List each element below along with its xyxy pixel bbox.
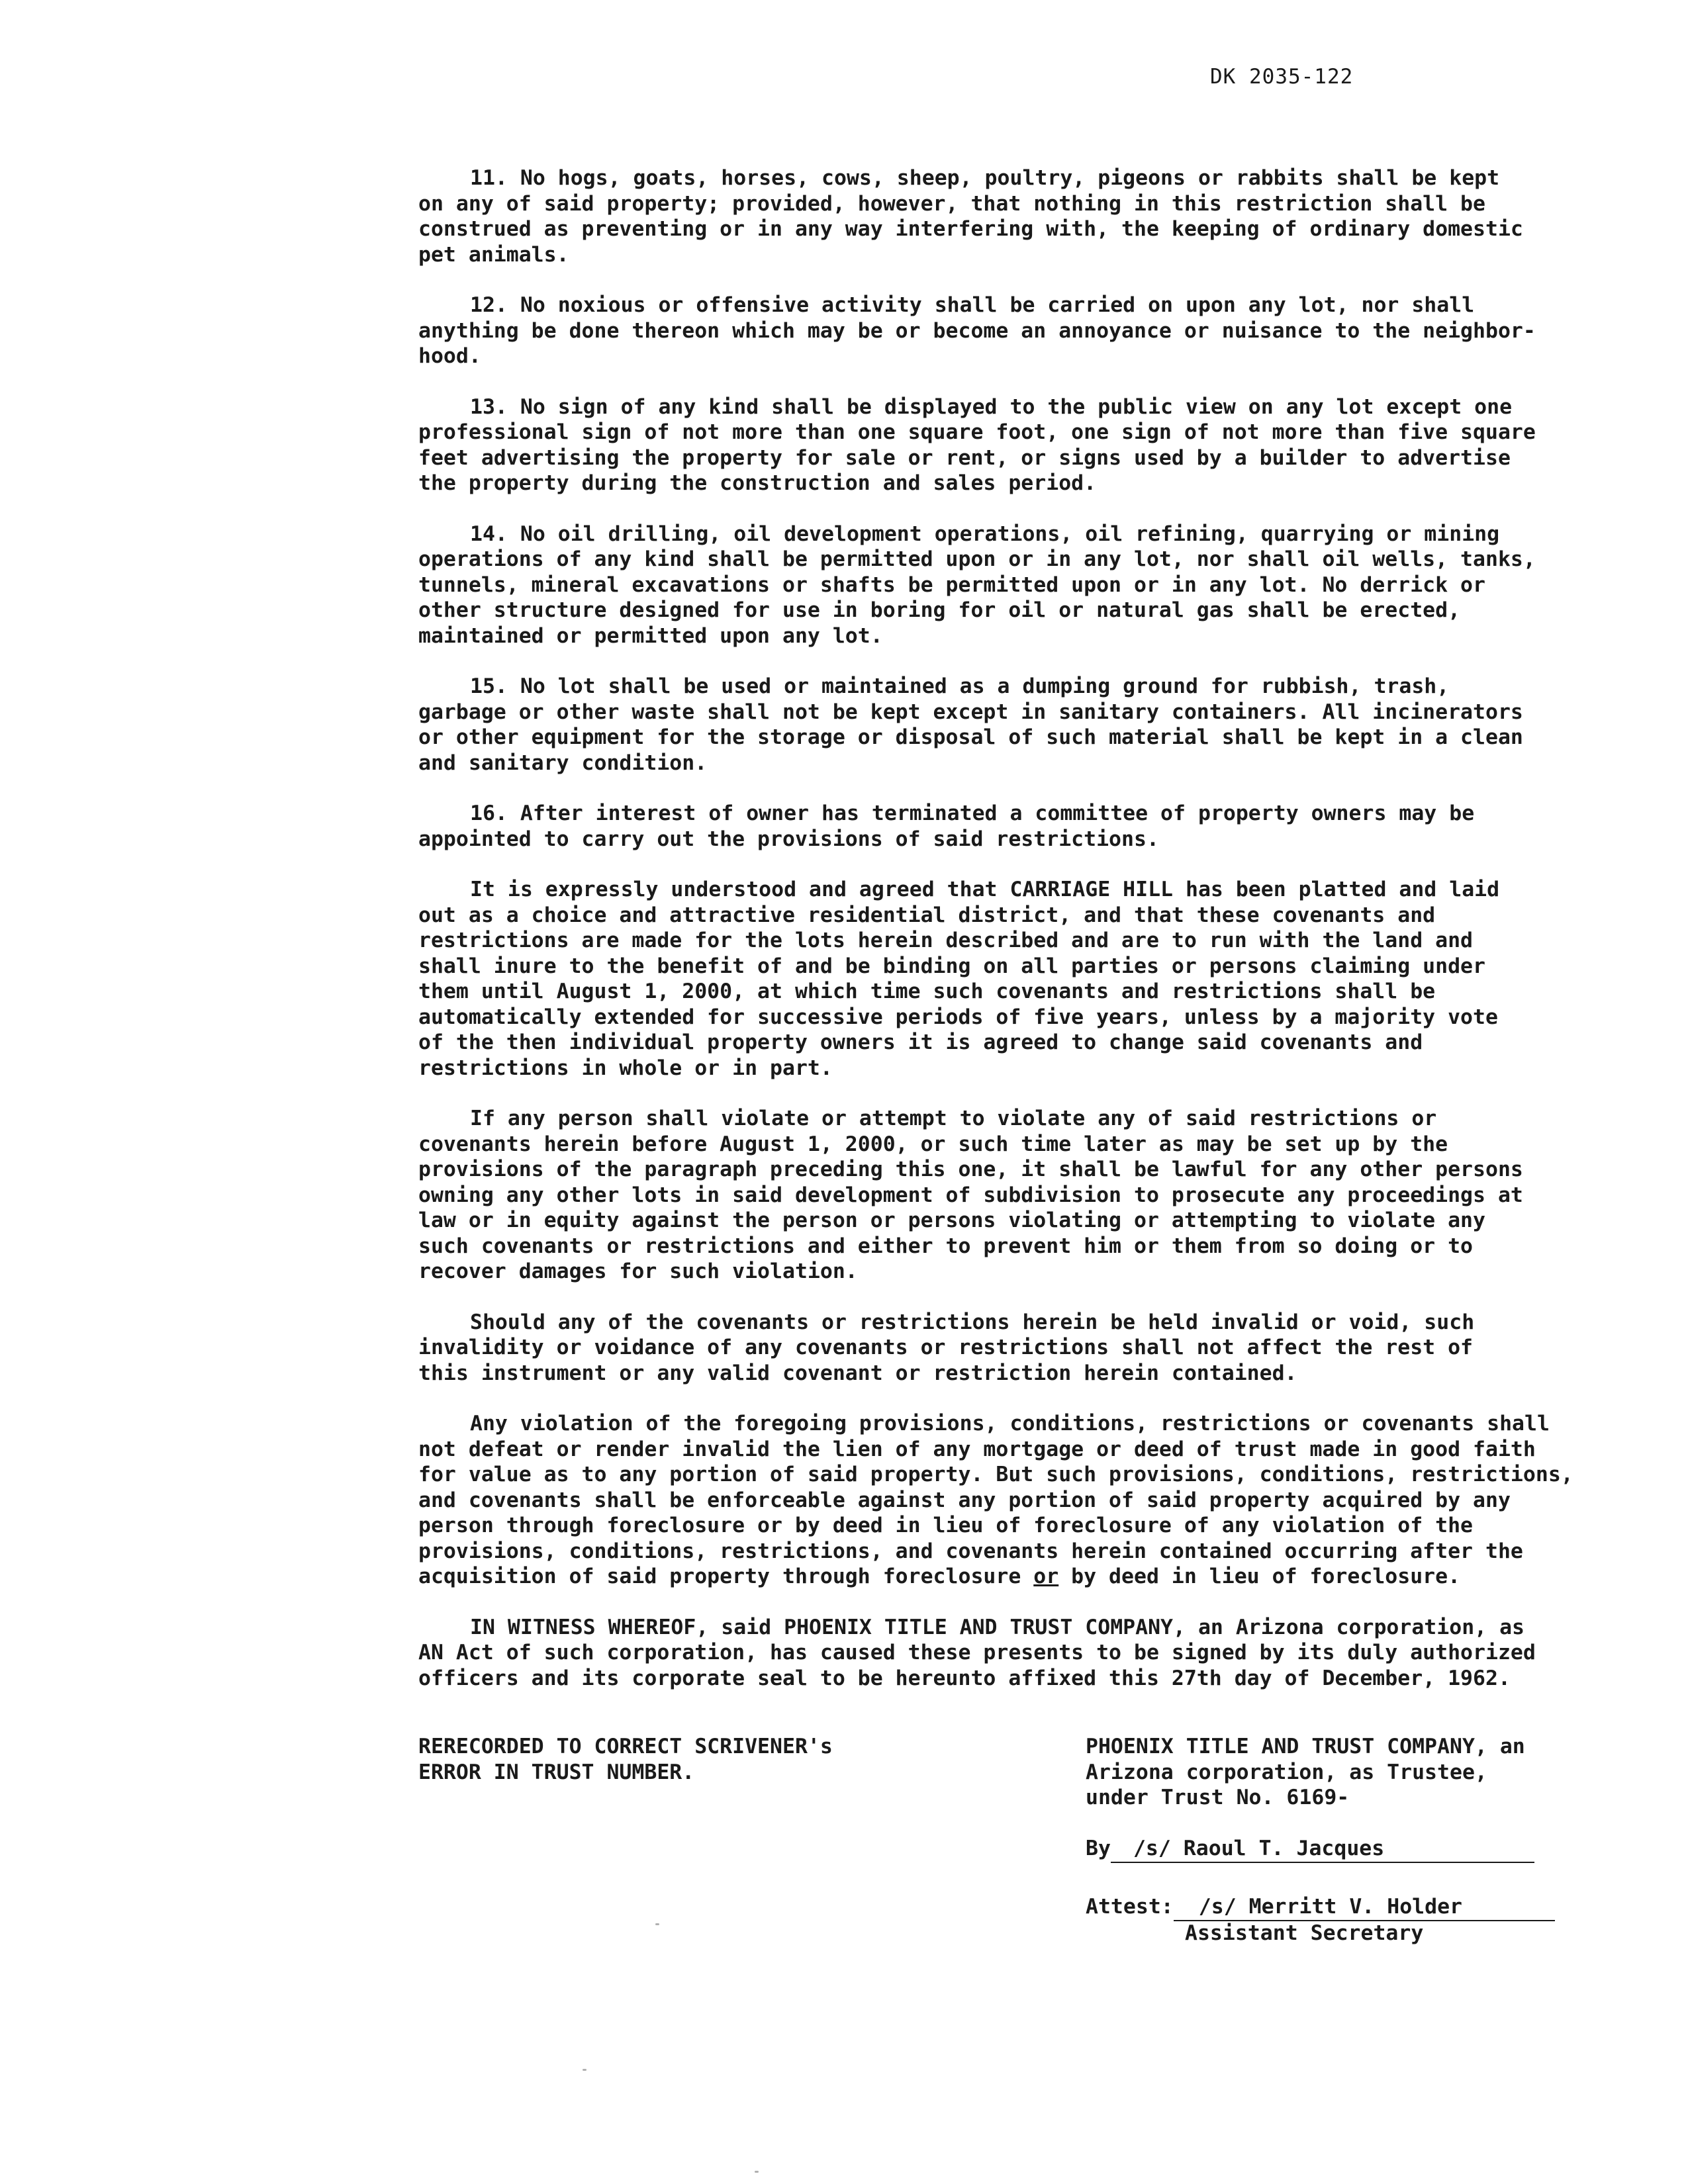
signature-section	[418, 1734, 1623, 1972]
enforcement-paragraph: If any person shall violate or attempt to violate any of said restrictions or covenants herein before August 1, 2000, or such time later as may be set up by the provisions of the paragraph preceding this one, it shall be lawful for any other persons owning any other lots in said development of subdivision to prosecute any proceedings at law or in equity against the person or persons violating or attempting to violate any such covenants or restrictions and either to prevent him or them from so doing or to recover damages for such violation.	[418, 1107, 1523, 1283]
restriction-11: 11. No hogs, goats, horses, cows, sheep, poultry, pigeons or rabbits shall be kept on any of said property; provided, however, that nothing in this restriction shall be construed as preventing or in any way interfering with, the keeping of ordinary domestic pet animals.	[418, 166, 1523, 267]
scan-speck	[655, 1923, 659, 1925]
covenants-duration-paragraph: It is expressly understood and agreed that CARRIAGE HILL has been platted and laid out as a choice and attractive residential district, and that these covenants and restrictions are made for the lots herein described and are to run with the land and shall inure to the benefit of and be binding on all parties or persons claiming under them until August 1, 2000, at which time such covenants and restrictions shall be automatically extended for successive periods of five years, unless by a majority vote of the then individual property owners it is agreed to change said covenants and restrictions in whole or in part.	[418, 878, 1500, 1080]
attest-label: Attest:	[1086, 1895, 1174, 1919]
by-signature: /s/ Raoul T. Jacques	[1111, 1836, 1534, 1863]
attest-signature-line	[1086, 1894, 1555, 1921]
by-signature-line	[1086, 1836, 1534, 1863]
document-body	[418, 165, 1623, 1691]
restriction-15: 15. No lot shall be used or maintained as a dumping ground for rubbish, trash, garbage or other waste shall not be kept except in sanitary containers. All incinerators or other equipment for the storage or disposal of such material shall be kept in a clean and sanitary condition.	[418, 674, 1523, 775]
scan-speck	[583, 2069, 586, 2071]
violation-text-after: by deed in lieu of foreclosure.	[1058, 1565, 1461, 1588]
document-number: DK 2035-122	[1210, 65, 1354, 89]
underlined-or: or	[1033, 1565, 1059, 1588]
attest-title: Assistant Secretary	[1185, 1921, 1424, 1945]
severability-paragraph: Should any of the covenants or restrictions herein be held invalid or void, such invalidity or voidance of any covenants or restrictions shall not affect the rest of this instrument or any valid covenant or restriction herein contained.	[418, 1310, 1475, 1385]
violation-text-before: Any violation of the foregoing provisions, conditions, restrictions or covenants shall not defeat or render invalid the lien of any mortgage or deed of trust made in good faith for value as to any portion of said property. But such provisions, conditions, restrictions, and covenants shall be enforceable against any portion of said property acquired by any person through foreclosure or by deed in lieu of foreclosure of any violation of the provisions, conditions, restrictions, and covenants herein contained occurring after the acquisition of said property through foreclosure	[418, 1412, 1573, 1588]
witness-paragraph: IN WITNESS WHEREOF, said PHOENIX TITLE AND TRUST COMPANY, an Arizona corporation, as AN Act of such corporation, has caused these presents to be signed by its duly authorized officers and its corporate seal to be hereunto affixed this 27th day of December, 1962.	[418, 1615, 1536, 1690]
restriction-13: 13. No sign of any kind shall be displayed to the public view on any lot except one professional sign of not more than one square foot, one sign of not more than five square feet advertising the property for sale or rent, or signs used by a builder to advertise the property during the construction and sales period.	[418, 394, 1536, 495]
scan-speck	[755, 2171, 759, 2173]
attest-signature: /s/ Merritt V. Holder	[1174, 1894, 1555, 1921]
restriction-16: 16. After interest of owner has terminated a committee of property owners may be appointed to carry out the provisions of said restrictions.	[418, 801, 1475, 851]
trustee-name: PHOENIX TITLE AND TRUST COMPANY, an Arizona corporation, as Trustee, under Trust No. 6169-	[1086, 1735, 1525, 1809]
rerecorded-note: RERECORDED TO CORRECT SCRIVENER's ERROR IN TRUST NUMBER.	[418, 1735, 833, 1784]
by-label: By	[1086, 1837, 1111, 1860]
restriction-12: 12. No noxious or offensive activity shall be carried on upon any lot, nor shall anything be done thereon which may be or become an annoyance or nuisance to the neighbor- hood.	[418, 293, 1536, 368]
restriction-14: 14. No oil drilling, oil development operations, oil refining, quarrying or mining operations of any kind shall be permitted upon or in any lot, nor shall oil wells, tanks, tunnels, mineral excavations or shafts be permitted upon or in any lot. No derrick or other structure designed for use in boring for oil or natural gas shall be erected, maintained or permitted upon any lot.	[418, 522, 1536, 648]
mortgage-protection-paragraph	[418, 1411, 1623, 1590]
